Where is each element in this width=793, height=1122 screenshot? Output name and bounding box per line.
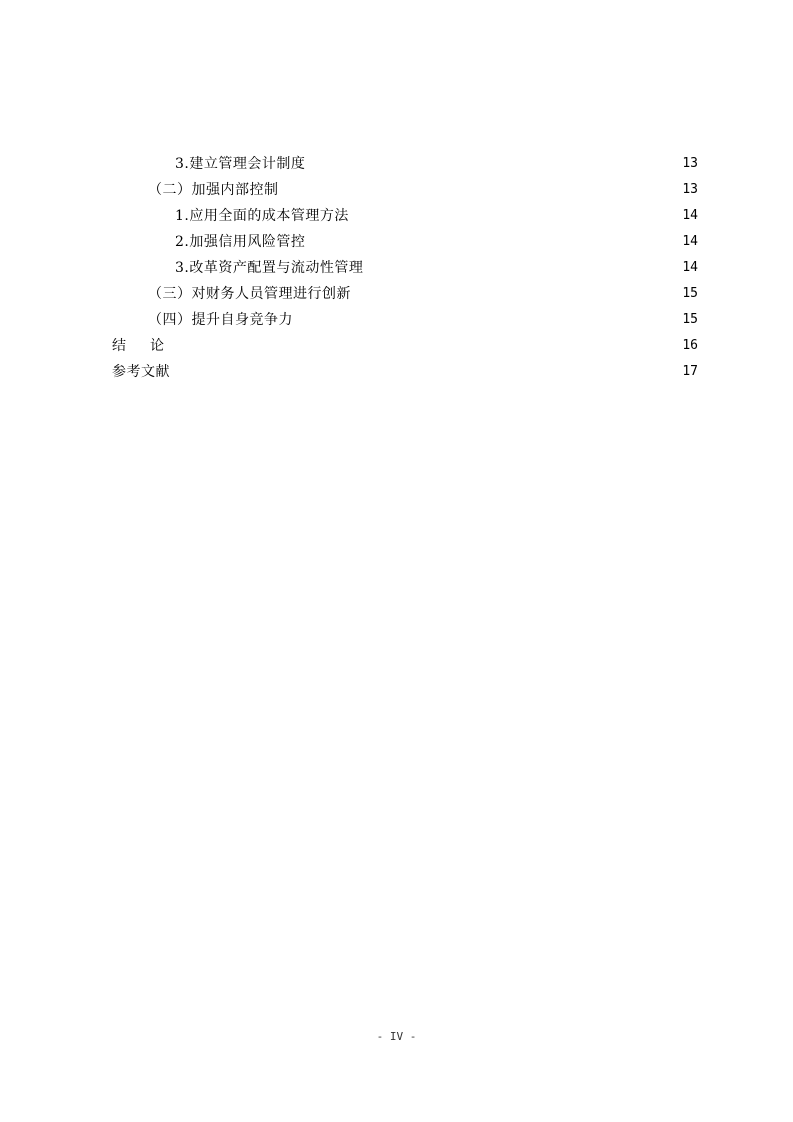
toc-entry-page: 13 — [682, 182, 698, 197]
toc-entry-title: 参考文献 — [112, 364, 170, 380]
toc-entry-competitiveness[interactable] — [0, 307, 793, 333]
toc-entry-title: 3.改革资产配置与流动性管理 — [175, 260, 364, 276]
toc-entry-title-part: 论 — [150, 338, 164, 354]
toc-dot-leader — [311, 151, 674, 177]
toc-entry-title — [112, 333, 164, 359]
toc-entry-title: （四）提升自身竞争力 — [148, 312, 293, 328]
toc-dot-leader — [285, 177, 675, 203]
toc-entry-establish-management-accounting[interactable] — [0, 151, 793, 177]
table-of-contents — [0, 151, 793, 385]
toc-dot-leader — [299, 307, 674, 333]
toc-entry-page: 14 — [682, 234, 698, 249]
toc-entry-title-part: 结 — [112, 338, 126, 354]
page-number-footer: - IV - — [376, 1030, 417, 1043]
toc-entry-credit-risk[interactable] — [0, 229, 793, 255]
toc-dot-leader — [355, 203, 674, 229]
toc-entry-conclusion[interactable] — [0, 333, 793, 359]
toc-entry-title: （二）加强内部控制 — [148, 182, 279, 198]
toc-entry-title: 1.应用全面的成本管理方法 — [175, 208, 349, 224]
toc-entry-title: （三）对财务人员管理进行创新 — [148, 286, 351, 302]
toc-dot-leader — [311, 229, 674, 255]
toc-entry-page: 16 — [682, 338, 698, 353]
toc-entry-page: 17 — [682, 364, 698, 379]
toc-dot-leader — [176, 359, 674, 385]
toc-entry-strengthen-internal-control[interactable] — [0, 177, 793, 203]
toc-entry-page: 15 — [682, 286, 698, 301]
toc-entry-title: 2.加强信用风险管控 — [175, 234, 306, 250]
toc-entry-page: 14 — [682, 208, 698, 223]
toc-entry-asset-allocation[interactable] — [0, 255, 793, 281]
toc-entry-title: 3.建立管理会计制度 — [175, 156, 306, 172]
toc-entry-cost-management[interactable] — [0, 203, 793, 229]
toc-dot-leader — [369, 255, 674, 281]
toc-entry-page: 14 — [682, 260, 698, 275]
toc-entry-page: 15 — [682, 312, 698, 327]
toc-dot-leader — [357, 281, 674, 307]
toc-entry-references[interactable] — [0, 359, 793, 385]
toc-entry-finance-staff-innovation[interactable] — [0, 281, 793, 307]
toc-entry-page: 13 — [682, 156, 698, 171]
toc-dot-leader — [170, 333, 674, 359]
